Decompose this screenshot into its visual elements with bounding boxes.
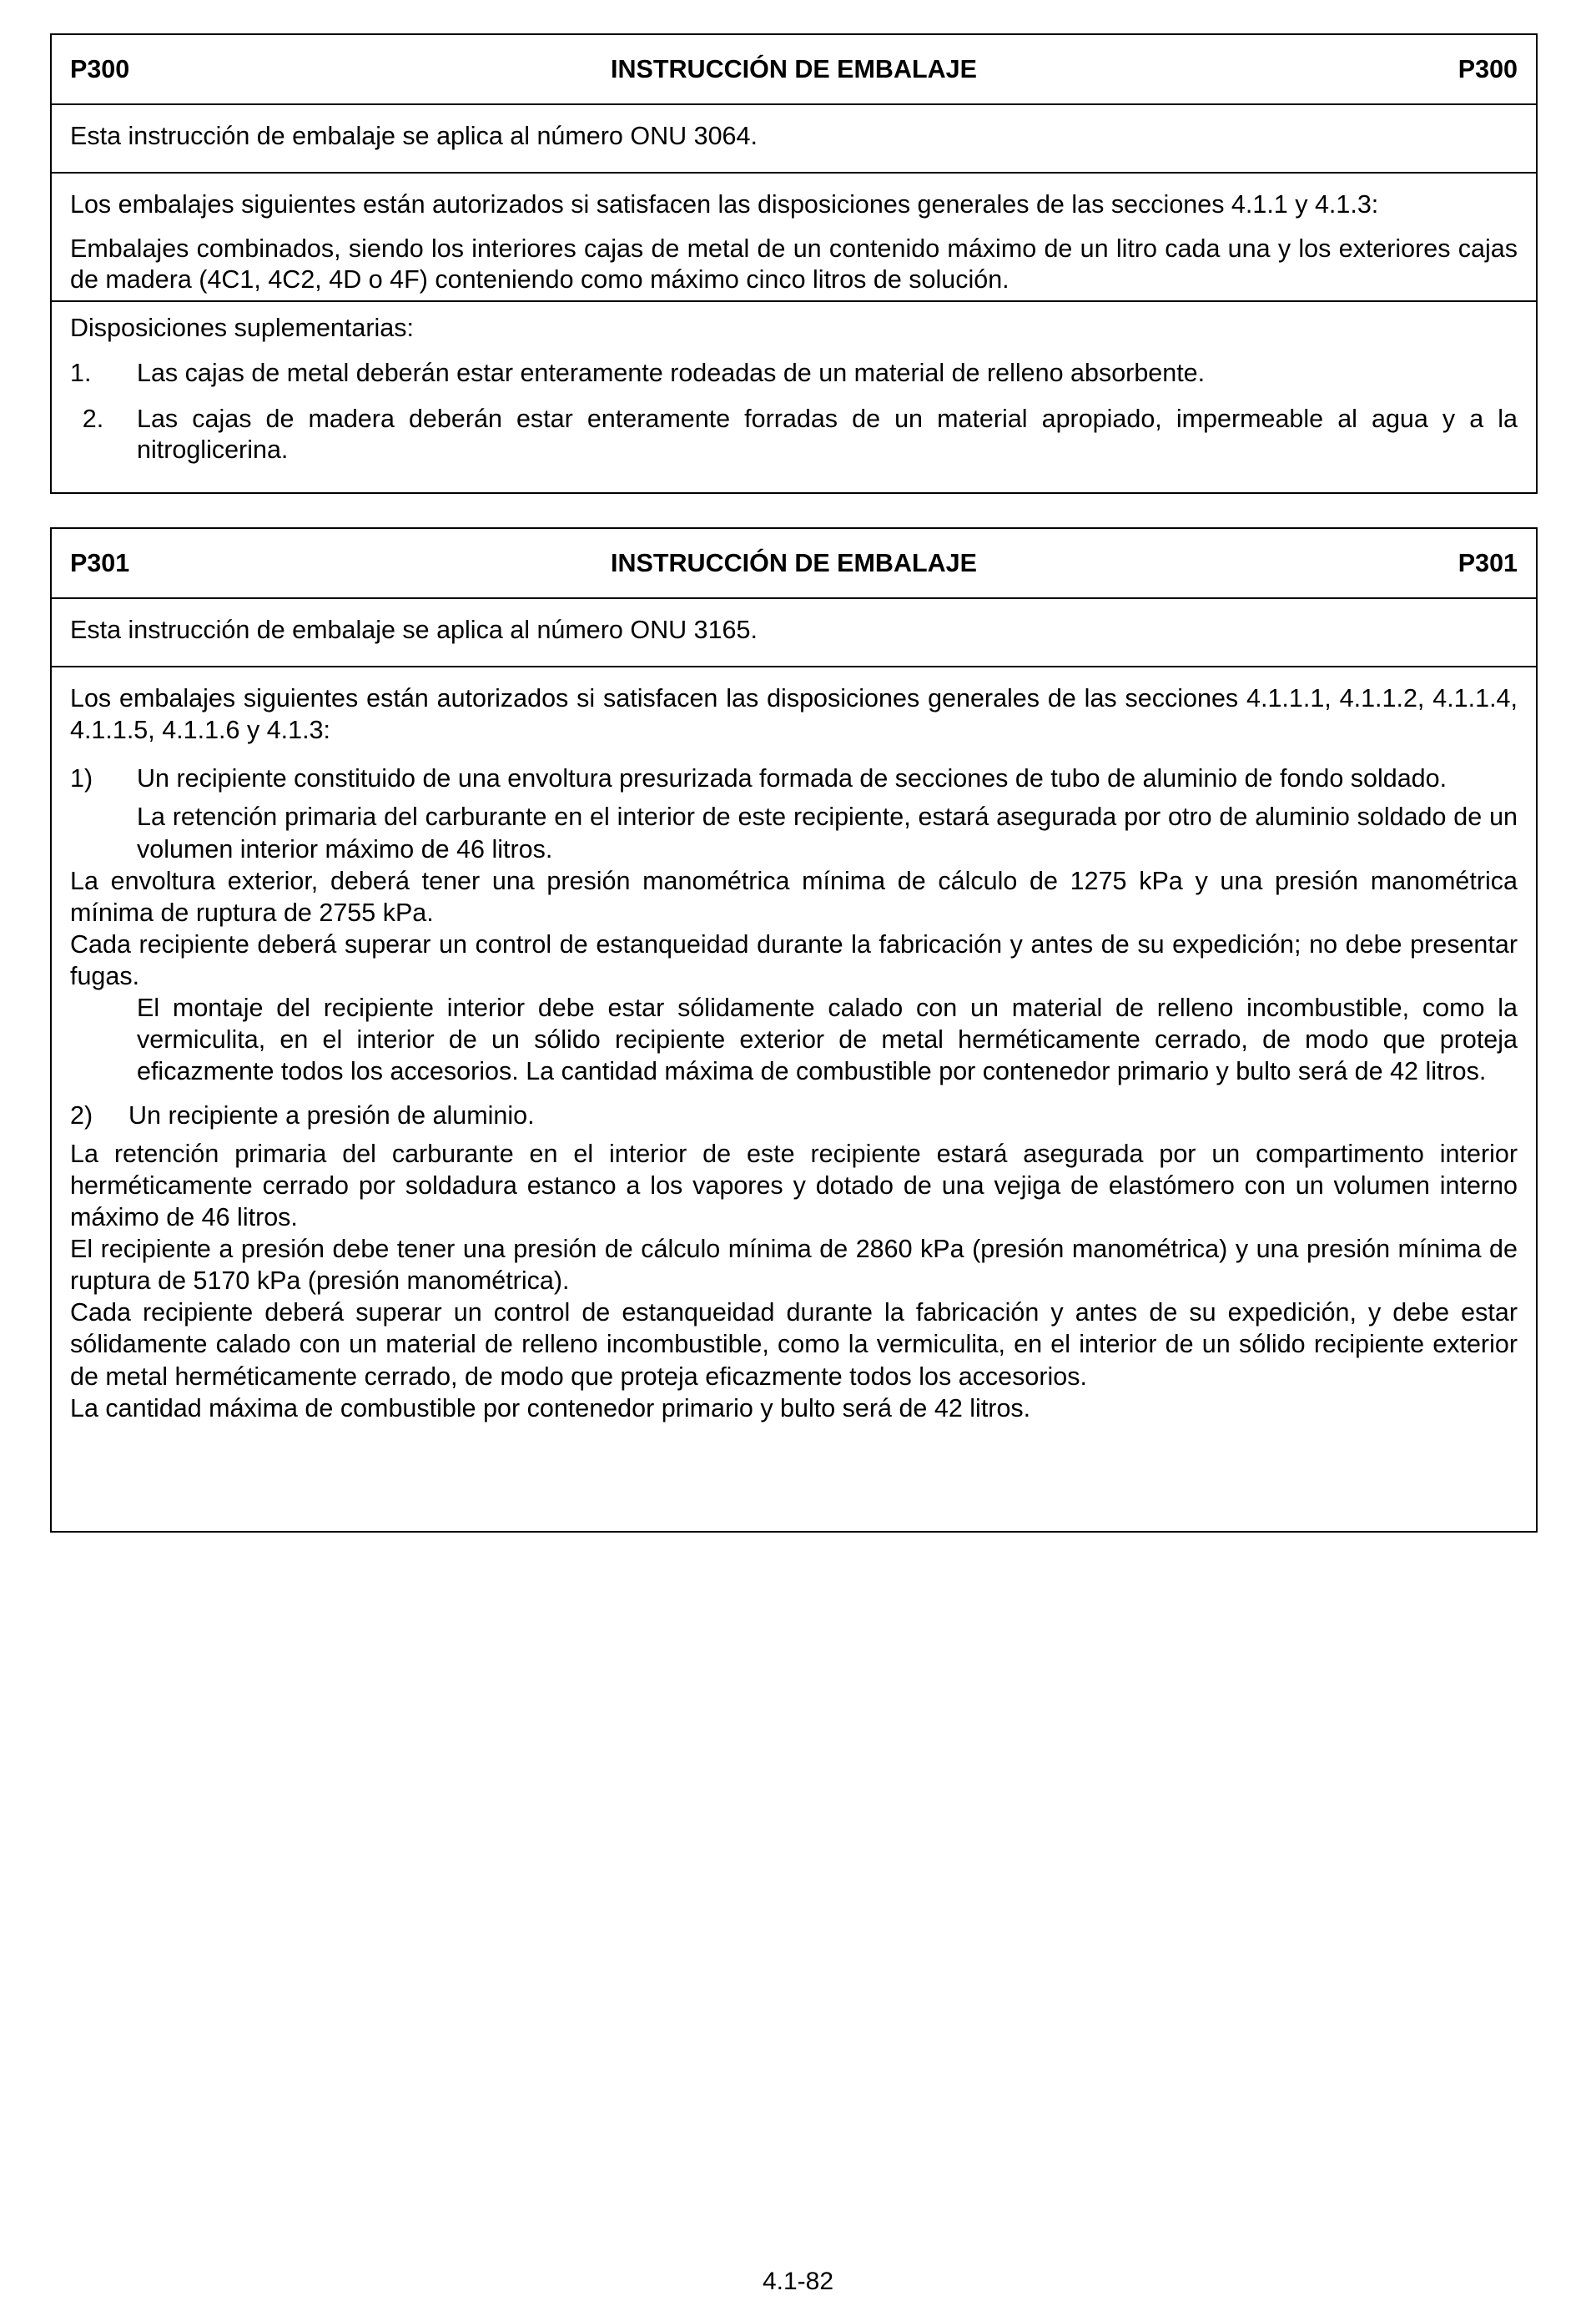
p300-supplementary-heading: Disposiciones suplementarias: xyxy=(70,314,414,342)
p301-item-1-para: Cada recipiente deberá superar un control de estanqueidad durante la fabricación y antes de su expedición; no debe presentar fugas. xyxy=(70,929,1518,990)
p301-header xyxy=(52,529,1536,599)
p300-provision-2-num: 2. xyxy=(82,405,104,434)
p300-code-left: P300 xyxy=(70,54,130,83)
p300-combined: Embalajes combinados, siendo los interiores cajas de metal de un contenido máximo de un litro cada una y los exteriores cajas de madera (4C1, 4C2, 4D o 4F) conteniendo como máximo cinco litros de solución. xyxy=(70,234,1518,294)
packing-instruction-p300 xyxy=(50,33,1538,494)
p301-item-1-para: La envoltura exterior, deberá tener una presión manométrica mínima de cálculo de 1275 kPa y una presión manométrica mínima de ruptura de 2755 kPa. xyxy=(70,866,1518,927)
p301-item-2-para: La retención primaria del carburante en el interior de este recipiente estará asegurada por un compartimento interior herméticamente cerrado por soldadura estanco a los vapores y dotado de una vejiga de elastómero con un volumen interno máximo de 46 litros. xyxy=(70,1139,1518,1231)
p300-header xyxy=(52,35,1536,105)
p301-item-1-para: La retención primaria del carburante en el interior de este recipiente, estará asegurada por otro de aluminio soldado de un volumen interior máximo de 46 litros. xyxy=(137,803,1518,863)
p300-applies: Esta instrucción de embalaje se aplica al número ONU 3064. xyxy=(70,122,758,150)
p301-item-2 xyxy=(70,1100,1518,1131)
p301-code-right: P301 xyxy=(1458,548,1518,577)
p301-item-1-para: El montaje del recipiente interior debe estar sólidamente calado con un material de relleno incombustible, como la vermiculita, en el interior de un sólido recipiente exterior de metal herméticamente cerrado, de modo que proteja eficazmente todos los accesorios. La cantidad máxima de combustible por contenedor primario y bulto será de 42 litros. xyxy=(137,994,1518,1086)
p301-title: INSTRUCCIÓN DE EMBALAJE xyxy=(611,548,977,577)
p301-authorized: Los embalajes siguientes están autorizados si satisfacen las disposiciones generales de las secciones 4.1.1.1, 4.1.1.2, 4.1.1.4, 4.1.1.5, 4.1.1.6 y 4.1.3: xyxy=(70,684,1518,745)
p301-code-left: P301 xyxy=(70,548,130,577)
p300-provision-2 xyxy=(70,404,1518,465)
p300-title: INSTRUCCIÓN DE EMBALAJE xyxy=(611,54,977,83)
p300-applies-row xyxy=(52,105,1536,174)
p301-item-2-text: Un recipiente a presión de aluminio. xyxy=(128,1100,535,1130)
p300-provision-1 xyxy=(70,357,1518,389)
p300-authorized-row xyxy=(52,174,1536,302)
p300-supplementary-row xyxy=(52,302,1536,465)
p301-item-1-text: Un recipiente constituido de una envoltura presurizada formada de secciones de tubo de aluminio de fondo soldado. xyxy=(137,764,1447,793)
p301-item-2-para: La cantidad máxima de combustible por contenedor primario y bulto será de 42 litros. xyxy=(70,1393,1031,1422)
p300-code-right: P300 xyxy=(1458,54,1518,83)
p301-content-row xyxy=(52,667,1536,1424)
p301-applies-row xyxy=(52,599,1536,667)
p301-item-1-num: 1) xyxy=(70,764,93,793)
p301-item-1 xyxy=(70,763,1518,794)
packing-instruction-p301 xyxy=(50,527,1538,1533)
p301-applies: Esta instrucción de embalaje se aplica al número ONU 3165. xyxy=(70,616,758,644)
p300-provision-1-text: Las cajas de metal deberán estar enteramente rodeadas de un material de relleno absorbente. xyxy=(137,359,1206,388)
p301-item-2-para: El recipiente a presión debe tener una presión de cálculo mínima de 2860 kPa (presión manométrica) y una presión mínima de ruptura de 5170 kPa (presión manométrica). xyxy=(70,1235,1518,1296)
p301-item-2-para: Cada recipiente deberá superar un control de estanqueidad durante la fabricación y antes de su expedición, y debe estar sólidamente calado con un material de relleno incombustible, como la vermiculita, en el interior de un sólido recipiente exterior de metal herméticamente cerrado, de modo que proteja eficazmente todos los accesorios. xyxy=(70,1298,1518,1391)
p300-authorized: Los embalajes siguientes están autorizados si satisfacen las disposiciones generales de las secciones 4.1.1 y 4.1.3: xyxy=(70,190,1379,219)
p300-provision-1-num: 1. xyxy=(70,359,92,388)
p300-provision-2-text: Las cajas de madera deberán estar enteramente forradas de un material apropiado, impermeable al agua y a la nitroglicerina. xyxy=(137,405,1518,464)
page-number: 4.1-82 xyxy=(762,2268,834,2295)
p301-item-2-num: 2) xyxy=(70,1100,93,1130)
